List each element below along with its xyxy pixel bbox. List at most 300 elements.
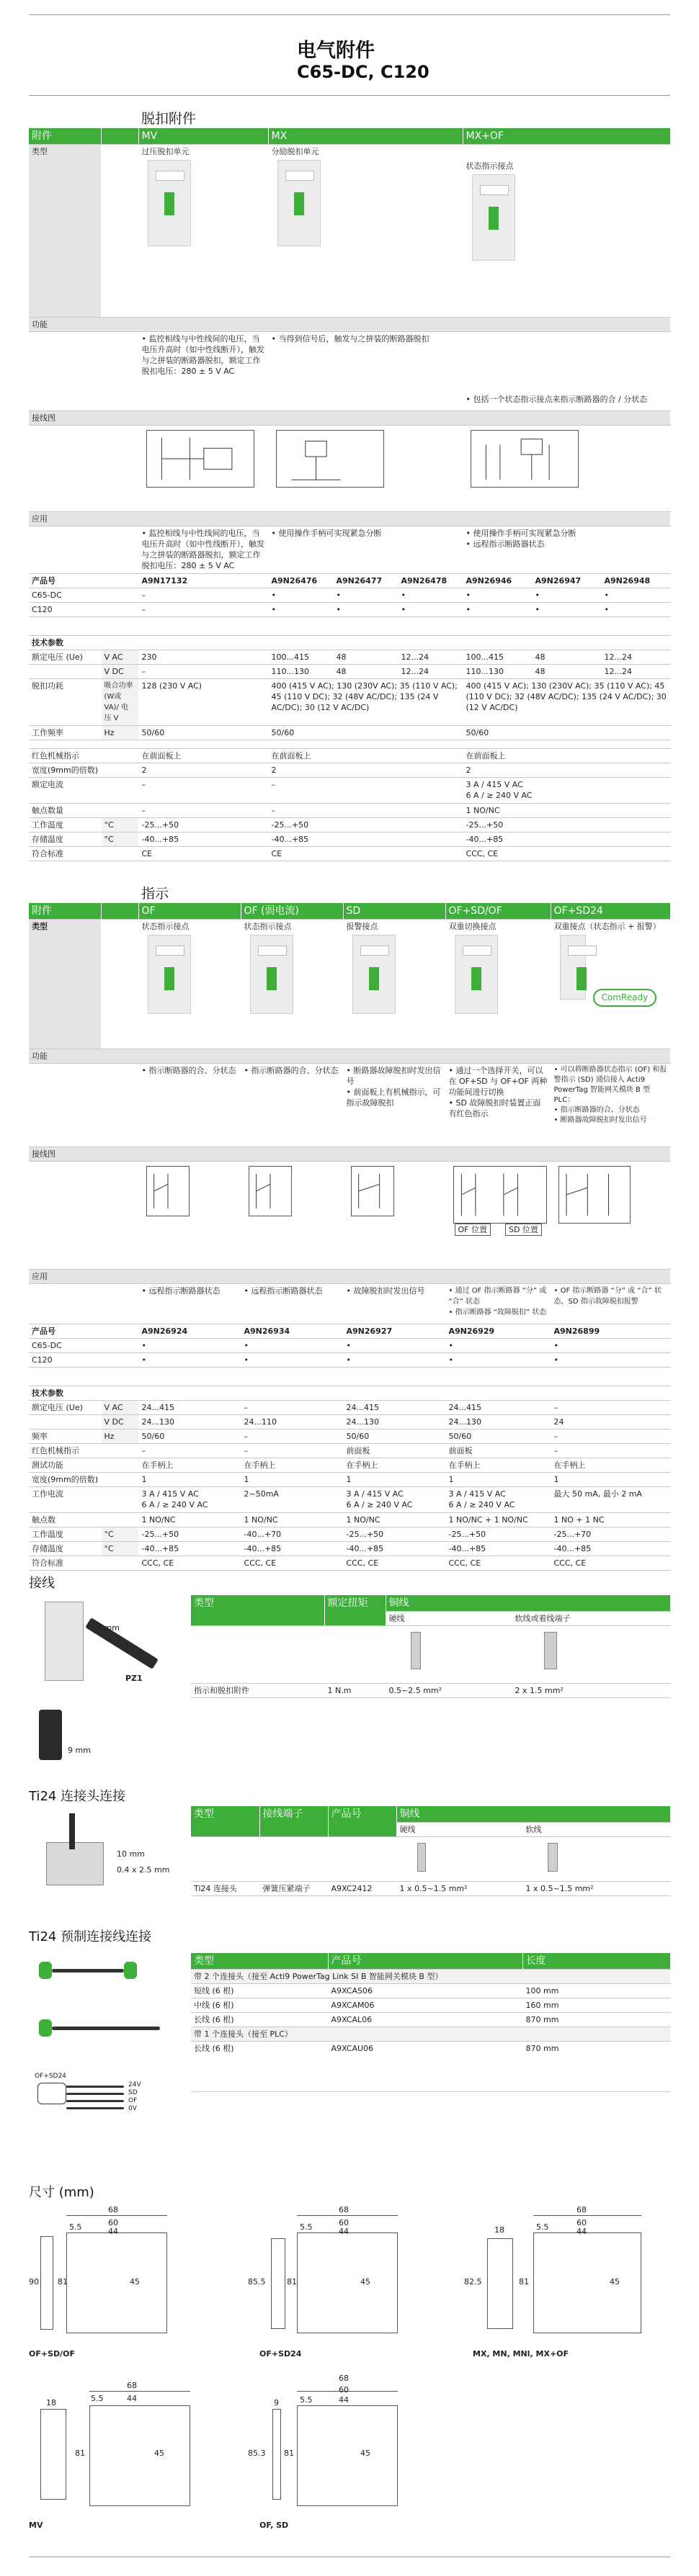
- unit-vdc: V DC: [101, 1415, 138, 1430]
- trip-header-attach: 附件: [29, 128, 101, 145]
- unit-vac: V AC: [101, 1401, 138, 1415]
- wire-of-icon: [66, 2100, 124, 2102]
- dim-85.3: 85.3: [248, 2449, 266, 2458]
- mv-wiring-diagram: [146, 430, 254, 488]
- trip-type-mxof: 状态指示接点: [466, 161, 514, 171]
- indicate-function-of-weak: • 指示断路器的合、分状态: [241, 1064, 343, 1147]
- mx-red: 在前面板上: [268, 749, 463, 763]
- mxof-wiring-diagram: [471, 430, 579, 488]
- dim-44: 44: [576, 2227, 587, 2236]
- indicate-width: 宽度(9mm的倍数): [29, 1473, 138, 1487]
- trip-power: 脱扣功耗: [29, 679, 101, 726]
- mv-store: -40...+85: [138, 833, 268, 847]
- dim-60: 60: [108, 2218, 118, 2227]
- side-profile: [272, 2409, 281, 2500]
- wire-label-sd: SD: [128, 2089, 138, 2096]
- mx-op: -25...+50: [268, 818, 463, 833]
- trip-type-mx: 分励脱扣单元: [271, 147, 319, 156]
- dim-label-ofsdof: OF+SD/OF: [29, 2349, 76, 2359]
- mx-current: –: [268, 778, 463, 804]
- indicate-type-of-weak: 状态指示接点: [244, 922, 292, 931]
- wiring-col-type: 类型: [191, 1595, 324, 1626]
- ofsdof-width: 1: [445, 1473, 551, 1487]
- ti24-row-name: Ti24 连接头: [191, 1882, 259, 1896]
- ofsdof-wiring-diagram: [453, 1166, 547, 1224]
- mv-vac: 230: [138, 650, 268, 665]
- mxof-vac-1: 100...415: [463, 650, 532, 665]
- indicate-row-c120: C120: [29, 1353, 101, 1368]
- wiring-torque: 1 N.m: [324, 1684, 386, 1698]
- ti24-connector-sketch: [46, 1842, 104, 1885]
- ti24pre-col-length: 长度: [522, 1953, 670, 1970]
- device-sketch: [45, 1602, 84, 1681]
- mv-std: CE: [138, 847, 268, 861]
- mx-std: CE: [268, 847, 463, 861]
- ti24-screwdriver-icon: [69, 1813, 75, 1849]
- ti24pre-illustration: [32, 1952, 183, 2168]
- trip-function-mxof: • 包括一个状态指示接点来指示断路器的合 / 分状态: [463, 332, 670, 411]
- indicate-freq: 频率: [29, 1430, 101, 1444]
- mxof-power: 400 (415 V AC); 130 (230V AC); 35 (110 V AC); 45 (110 V DC); 32 (48V AC/DC); 135 (24 V AC/DC); 30 (12 V AC/DC): [463, 679, 670, 726]
- wiring-title: 接线: [29, 1576, 55, 1591]
- front-profile: [297, 2232, 398, 2333]
- cell-bullet: •: [398, 588, 463, 603]
- indicate-type-ofsdof: 双重切换接点: [448, 922, 497, 931]
- mv-width: 2: [138, 763, 268, 778]
- cell-bullet: •: [241, 1339, 343, 1353]
- ofsdof-test: 在手柄上: [445, 1458, 551, 1473]
- mxof-vdc-1: 110...130: [463, 665, 532, 679]
- ofsd24-op: -25...+70: [551, 1527, 670, 1542]
- mx-store: -40...+85: [268, 833, 463, 847]
- mxof-freq: 50/60: [463, 726, 670, 740]
- ti24pre-row-type: 中线 (6 根): [191, 1998, 328, 2013]
- cell-bullet: •: [551, 1339, 670, 1353]
- sd-test: 在手柄上: [343, 1458, 445, 1473]
- indicate-product-5: A9N26899: [551, 1324, 670, 1339]
- indicate-app-sd: • 故障脱扣时发出信号: [343, 1284, 445, 1324]
- dim-82.5: 82.5: [464, 2277, 482, 2286]
- dim-45: 45: [154, 2449, 164, 2458]
- cell-bullet: •: [268, 588, 333, 603]
- sd-vdc: 24...130: [343, 1415, 445, 1430]
- trip-app-mxof-1: • 使用操作手柄可实现紧急分断: [466, 529, 576, 538]
- trip-standards: 符合标准: [29, 847, 138, 861]
- cell-bullet: •: [343, 1353, 445, 1368]
- ti24pre-row-product: A9XCAM06: [328, 1998, 522, 2013]
- cell-bullet: •: [445, 1339, 551, 1353]
- cell-bullet: •: [445, 1353, 551, 1368]
- mv-freq: 50/60: [138, 726, 268, 740]
- trip-function-mx: • 当得到信号后，触发与之拼装的断路器脱扣: [268, 332, 463, 411]
- trip-product-5: A9N26946: [463, 574, 532, 588]
- wire-icon: [39, 1710, 62, 1760]
- sd-current: 3 A / 415 V AC 6 A / ≥ 240 V AC: [343, 1487, 445, 1513]
- wiring-col-torque: 额定扭矩: [324, 1595, 386, 1626]
- of-contacts: 1 NO/NC: [138, 1513, 241, 1527]
- trip-current: 额定电流: [29, 778, 138, 804]
- mxof-vac-2: 48: [532, 650, 601, 665]
- indicate-header-ofsdof: OF+SD/OF: [445, 903, 551, 920]
- ti24pre-table: [191, 1953, 671, 2092]
- ti24-product: A9XC2412: [328, 1882, 396, 1896]
- mxof-store: -40...+85: [463, 833, 670, 847]
- indicate-function-label: 功能: [29, 1049, 670, 1064]
- mxof-vac-3: 12...24: [601, 650, 670, 665]
- of-weak-current: 2~50mA: [241, 1487, 343, 1513]
- of-freq: 50/60: [138, 1430, 241, 1444]
- indicate-function-sd: • 断路器故障脱扣时发出信号 • 前面板上有机械指示，可指示故障脱扣: [343, 1064, 445, 1147]
- dim-9mm: 9 mm: [68, 1746, 91, 1755]
- dim-9: 9: [274, 2398, 279, 2407]
- dim-60: 60: [576, 2218, 587, 2227]
- mxof-std: CCC, CE: [463, 847, 670, 861]
- mx-vac-3: 12...24: [398, 650, 463, 665]
- ti24-dim-10mm: 10 mm: [117, 1849, 145, 1859]
- dim-81: 81: [284, 2449, 294, 2458]
- mx-wiring-diagram: [276, 430, 384, 488]
- ti24pre-group2: 带 1 个连接头（接至 PLC）: [191, 2027, 670, 2042]
- mxof-contacts: 1 NO/NC: [463, 804, 670, 818]
- indicate-header-attach: 附件: [29, 903, 101, 920]
- cable-connector-icon: [39, 1962, 52, 1979]
- trip-wiring-label: 接线图: [29, 411, 670, 426]
- dim-44: 44: [339, 2227, 349, 2236]
- ti24pre-col-product: 产品号: [328, 1953, 522, 1970]
- ofsdof-op: -25...+50: [445, 1527, 551, 1542]
- cell-bullet: •: [268, 603, 333, 617]
- cable-connector-icon: [124, 1962, 137, 1979]
- cell-bullet: •: [333, 588, 398, 603]
- mxof-vdc-2: 48: [532, 665, 601, 679]
- indicate-standards: 符合标准: [29, 1556, 138, 1571]
- unit-vdc: V DC: [101, 665, 138, 679]
- of-weak-std: CCC, CE: [241, 1556, 343, 1571]
- indicate-product-1: A9N26924: [138, 1324, 241, 1339]
- ti24-flex-wire-icon: [548, 1843, 558, 1872]
- sd-store: -40...+85: [343, 1542, 445, 1556]
- trip-table: [29, 128, 671, 861]
- wire-label-0v: 0V: [128, 2105, 137, 2112]
- sd-vac: 24...415: [343, 1401, 445, 1415]
- mxof-current: 3 A / 415 V AC 6 A / ≥ 240 V AC: [463, 778, 670, 804]
- ti24pre-row-length: 100 mm: [522, 1984, 670, 1998]
- of-product-image: [148, 935, 191, 1014]
- dim-68: 68: [127, 2381, 137, 2390]
- of-weak-contacts: 1 NO/NC: [241, 1513, 343, 1527]
- wiring-illustration: [32, 1594, 183, 1774]
- trip-row-c65dc: C65-DC: [29, 588, 101, 603]
- dim-81: 81: [519, 2277, 529, 2286]
- mv-product-image: [148, 160, 191, 246]
- ti24pre-title: Ti24 预制连接线连接: [29, 1929, 152, 1944]
- dim-45: 45: [360, 2449, 370, 2458]
- mv-op: -25...+50: [138, 818, 268, 833]
- side-profile: [487, 2238, 513, 2329]
- mv-power: 128 (230 V AC): [138, 679, 268, 726]
- ti24pre-row-type: 短线 (6 根): [191, 1984, 328, 1998]
- unit-vac: V AC: [101, 650, 138, 665]
- wiring-col-flex: 软线或着线端子: [512, 1612, 670, 1626]
- dim-line: [533, 2215, 641, 2216]
- side-profile: [40, 2236, 53, 2330]
- ti24pre-row-length: 160 mm: [522, 1998, 670, 2013]
- sd-width: 1: [343, 1473, 445, 1487]
- unit-hz: Hz: [101, 1430, 138, 1444]
- ofsd24-wiring-diagram: [558, 1166, 631, 1224]
- dim-5.5: 5.5: [91, 2394, 104, 2403]
- ti24-col-terminal: 接线端子: [259, 1806, 328, 1837]
- wiring-rigid: 0.5~2.5 mm²: [386, 1684, 512, 1698]
- dim-45: 45: [610, 2277, 620, 2286]
- ti24pre-group1: 带 2 个连接头（接至 Acti9 PowerTag Link SI B 智能网关模块 B 型）: [191, 1970, 670, 1984]
- cell-bullet: •: [333, 603, 398, 617]
- sd-wiring-diagram: [351, 1166, 394, 1216]
- ofsd24-red: –: [551, 1444, 670, 1458]
- mx-product-image: [277, 160, 321, 246]
- ti24-flex: 1 x 0.5~1.5 mm²: [522, 1882, 670, 1896]
- mxof-red: 在前面板上: [463, 749, 670, 763]
- of-store: -40...+85: [138, 1542, 241, 1556]
- ofsdof-std: CCC, CE: [445, 1556, 551, 1571]
- ti24pre-row-type: 长线 (6 根): [191, 2013, 328, 2027]
- dim-68: 68: [576, 2205, 587, 2214]
- of-weak-op: -40...+70: [241, 1527, 343, 1542]
- unit-celsius: °C: [101, 1527, 138, 1542]
- of-weak-test: 在手柄上: [241, 1458, 343, 1473]
- ofsd24-contacts: 1 NO + 1 NC: [551, 1513, 670, 1527]
- cable-connector-icon: [39, 2019, 52, 2037]
- mx-contacts: –: [268, 804, 463, 818]
- unit-power: 吸合功率 (W或VA)/ 电压 V: [101, 679, 138, 726]
- mx-power: 400 (415 V AC); 130 (230V AC); 35 (110 V AC); 45 (110 V DC); 32 (48V AC/DC); 135 (24 V AC/DC); 30 (12 V AC/DC): [268, 679, 463, 726]
- cell-bullet: •: [463, 603, 532, 617]
- ofsdof-current: 3 A / 415 V AC 6 A / ≥ 240 V AC: [445, 1487, 551, 1513]
- of-weak-wiring-diagram: [249, 1166, 292, 1216]
- indicate-function-ofsd24: • 可以将断路器状态指示 (OF) 和报警指示 (SD) 通信接入 Acti9 PowerTag 智能网关模块 B 型 PLC： • 指示断路器的合、分状态 • 断路器故障脱扣时发出信号: [551, 1064, 670, 1147]
- sd-position-label: SD 位置: [505, 1224, 542, 1236]
- dim-81: 81: [58, 2277, 68, 2286]
- mx-vdc-1: 110...130: [268, 665, 333, 679]
- mxof-width: 2: [463, 763, 670, 778]
- indicate-table: [29, 903, 671, 1571]
- mx-vac-1: 100...415: [268, 650, 333, 665]
- wire-sd-icon: [66, 2093, 124, 2095]
- indicate-function-of: • 指示断路器的合、分状态: [138, 1064, 241, 1147]
- wire-24v-icon: [66, 2086, 124, 2088]
- page-title: 电气附件: [297, 40, 375, 62]
- mv-red: 在前面板上: [138, 749, 268, 763]
- ti24-rigid-wire-icon: [417, 1843, 426, 1872]
- of-weak-product-image: [250, 935, 293, 1014]
- trip-function-label: 功能: [29, 318, 670, 332]
- ti24pre-row-type: 长线 (6 根): [191, 2042, 328, 2092]
- mxof-op: -25...+50: [463, 818, 670, 833]
- flex-wire-icon: [544, 1632, 557, 1669]
- of-std: CCC, CE: [138, 1556, 241, 1571]
- ofsd24-product-image: [560, 935, 586, 1000]
- of-current: 3 A / 415 V AC 6 A / ≥ 240 V AC: [138, 1487, 241, 1513]
- trip-product-2: A9N26476: [268, 574, 333, 588]
- cell-bullet: •: [463, 588, 532, 603]
- dim-line: [297, 2215, 398, 2216]
- wiring-col-rigid: 硬线: [386, 1612, 512, 1626]
- indicate-contacts: 触点数: [29, 1513, 138, 1527]
- trip-function-mv: • 监控相线与中性线间的电压，当电压升高时（如中性线断开），触发与之拼装的断路器脱扣，额定工作脱扣电压：280 ± 5 V AC: [138, 332, 268, 411]
- trip-type-mv: 过压脱扣单元: [141, 147, 190, 156]
- wire-0v-icon: [66, 2107, 124, 2109]
- trip-store-temp: 存储温度: [29, 833, 101, 847]
- ofsdof-vdc: 24...130: [445, 1415, 551, 1430]
- trip-row-c120: C120: [29, 603, 101, 617]
- dim-85.5: 85.5: [248, 2277, 266, 2286]
- mv-current: –: [138, 778, 268, 804]
- indicate-op-temp: 工作温度: [29, 1527, 101, 1542]
- cable-short-icon: [52, 1969, 124, 1973]
- cell-bullet: •: [241, 1353, 343, 1368]
- dim-label-mx: MX, MN, MNl, MX+OF: [473, 2349, 569, 2359]
- dim-68: 68: [108, 2205, 118, 2214]
- dim-label-ofsd: OF, SD: [259, 2521, 289, 2530]
- of-op: -25...+50: [138, 1527, 241, 1542]
- dim-5.5: 5.5: [300, 2222, 313, 2232]
- dim-18: 18: [494, 2225, 504, 2235]
- ofsd24-freq: –: [551, 1430, 670, 1444]
- front-profile: [533, 2232, 641, 2333]
- ofsd24-current: 最大 50 mA, 最小 2 mA: [551, 1487, 670, 1513]
- indicate-product-label: 产品号: [29, 1324, 101, 1339]
- dim-label-ofsd24: OF+SD24: [259, 2349, 302, 2359]
- side-profile: [271, 2238, 285, 2329]
- dim-60: 60: [339, 2385, 349, 2395]
- of-vdc: 24...130: [138, 1415, 241, 1430]
- trip-product-4: A9N26478: [398, 574, 463, 588]
- trip-header-mxof: MX+OF: [463, 128, 670, 145]
- dim-44: 44: [339, 2395, 349, 2405]
- trip-application-label: 应用: [29, 512, 670, 526]
- wiring-table: [191, 1595, 671, 1698]
- ti24-title: Ti24 连接头连接: [29, 1789, 126, 1804]
- ti24pre-row-product: A9XCAS06: [328, 1984, 522, 1998]
- front-profile: [66, 2232, 167, 2333]
- ti24pre-row-product: A9XCAL06: [328, 2013, 522, 2027]
- sd-freq: 50/60: [343, 1430, 445, 1444]
- front-profile: [89, 2405, 190, 2506]
- dims-title: 尺寸 (mm): [29, 2185, 94, 2200]
- top-rule: [29, 14, 670, 15]
- dim-45: 45: [360, 2277, 370, 2286]
- ofsd24-vdc: 24: [551, 1415, 670, 1430]
- indicate-type-sd: 报警接点: [346, 922, 378, 931]
- mv-vdc: –: [138, 665, 268, 679]
- unit-hz: Hz: [101, 726, 138, 740]
- indicate-header-of-weak: OF (弱电流): [241, 903, 343, 920]
- indicate-row-c65dc: C65-DC: [29, 1339, 101, 1353]
- of-weak-vac: –: [241, 1401, 343, 1415]
- ti24pre-col-type: 类型: [191, 1953, 328, 1970]
- trip-product-3: A9N26477: [333, 574, 398, 588]
- sd-contacts: 1 NO/NC: [343, 1513, 445, 1527]
- dim-60: 60: [339, 2218, 349, 2227]
- ofsd24-width: 1: [551, 1473, 670, 1487]
- indicate-type-of: 状态指示接点: [141, 922, 190, 931]
- mxof-product-image: [472, 174, 515, 261]
- indicate-product-3: A9N26927: [343, 1324, 445, 1339]
- of-weak-freq: –: [241, 1430, 343, 1444]
- mx-vdc-3: 12...24: [398, 665, 463, 679]
- trip-tech-label: 技术参数: [29, 636, 670, 650]
- unit-celsius: °C: [101, 1542, 138, 1556]
- trip-freq: 工作频率: [29, 726, 101, 740]
- cell-bullet: •: [601, 603, 670, 617]
- trip-op-temp: 工作温度: [29, 818, 101, 833]
- trip-product-6: A9N26947: [532, 574, 601, 588]
- ti24-col-product: 产品号: [328, 1806, 396, 1837]
- indicate-rated-voltage: 额定电压 (Ue): [29, 1401, 101, 1415]
- dim-45: 45: [130, 2277, 140, 2286]
- cable-long-icon: [52, 2027, 160, 2030]
- ofsd24-store: -40...+85: [551, 1542, 670, 1556]
- indicate-function-ofsdof: • 通过一个选择开关，可以在 OF+SD 与 OF+OF 两种功能间进行切换 • SD 故障脱扣时装置正面有红色指示: [445, 1064, 551, 1147]
- cell-bullet: •: [138, 1339, 241, 1353]
- pz-label: PZ1: [125, 1674, 143, 1683]
- sd-product-image: [352, 935, 396, 1014]
- cell-bullet: •: [601, 588, 670, 603]
- ti24pre-row-length: 870 mm: [522, 2013, 670, 2027]
- of-weak-vdc: 24...110: [241, 1415, 343, 1430]
- mx-freq: 50/60: [268, 726, 463, 740]
- indicate-product-2: A9N26934: [241, 1324, 343, 1339]
- dim-label-mv: MV: [29, 2521, 43, 2530]
- indicate-app-of-weak: • 远程指示断路器状态: [241, 1284, 343, 1324]
- dim-5.5: 5.5: [69, 2222, 82, 2232]
- dim-81: 81: [287, 2277, 297, 2286]
- ofsdof-red: 前面板: [445, 1444, 551, 1458]
- trip-app-mx: • 使用操作手柄可实现紧急分断: [268, 526, 463, 574]
- indicate-type-ofsd24: 双重接点（状态指示 + 报警）: [553, 922, 661, 931]
- indicate-header-ofsd24: OF+SD24: [551, 903, 670, 920]
- cell-dash: –: [138, 588, 268, 603]
- of-weak-red: –: [241, 1444, 343, 1458]
- trip-product-label: 产品号: [29, 574, 101, 588]
- dim-5.5: 5.5: [536, 2222, 549, 2232]
- indicate-app-of: • 远程指示断路器状态: [138, 1284, 241, 1324]
- mx-vdc-2: 48: [333, 665, 398, 679]
- ofsd24-std: CCC, CE: [551, 1556, 670, 1571]
- trip-contacts: 触点数量: [29, 804, 138, 818]
- indicate-header-sd: SD: [343, 903, 445, 920]
- ti24pre-row-length: 870 mm: [522, 2042, 670, 2092]
- page-subtitle: C65-DC, C120: [297, 62, 429, 82]
- cell-bullet: •: [532, 603, 601, 617]
- mx-vac-2: 48: [333, 650, 398, 665]
- cell-bullet: •: [398, 603, 463, 617]
- ti24-illustration: [32, 1806, 183, 1900]
- ofsdof-contacts: 1 NO/NC + 1 NO/NC: [445, 1513, 551, 1527]
- unit-celsius: °C: [101, 833, 138, 847]
- dim-68: 68: [339, 2374, 349, 2383]
- rigid-wire-icon: [411, 1632, 421, 1669]
- dim-81: 81: [75, 2449, 85, 2458]
- front-profile: [297, 2405, 398, 2506]
- indicate-red: 红色机械指示: [29, 1444, 138, 1458]
- dim-4mm: 4 mm: [97, 1623, 120, 1633]
- indicate-type-label: 类型: [29, 920, 101, 1049]
- ofsdof-store: -40...+85: [445, 1542, 551, 1556]
- indicate-group-label: 指示: [141, 886, 169, 902]
- unit-celsius: °C: [101, 818, 138, 833]
- wiring-row-name: 指示和脱扣附件: [191, 1684, 324, 1698]
